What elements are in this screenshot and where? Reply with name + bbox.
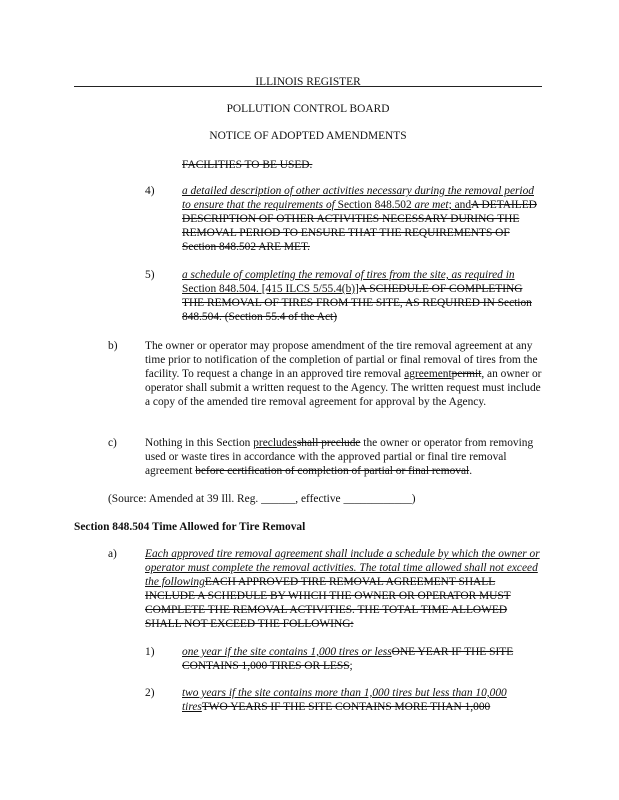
item-b-label: b): [108, 340, 118, 352]
notice-title: NOTICE OF ADOPTED AMENDMENTS: [209, 130, 407, 142]
item-1-number: 1): [145, 646, 155, 658]
item-2-number: 2): [145, 687, 155, 699]
source-note: (Source: Amended at 39 Ill. Reg. ______, effective ____________): [108, 493, 416, 505]
board-name: POLLUTION CONTROL BOARD: [226, 103, 390, 115]
item-4-text: a detailed description of other activities necessary during the removal period to ensure that the requirements of Section 848.502 are met; andA DETAILED DESCRIPTION OF OTHER ACTIVITIES NECESSARY DURING THE REMOVAL PERIOD TO ENSURE THAT THE REQUIREMENTS OF Section 848.502 ARE MET.: [182, 185, 537, 253]
item-5-number: 5): [145, 269, 155, 281]
item-1-text: one year if the site contains 1,000 tires or lessONE YEAR IF THE SITE CONTAINS 1,000 TIRES OR LESS;: [182, 646, 514, 672]
register-title: ILLINOIS REGISTER: [255, 76, 361, 88]
struck-facilities-line: FACILITIES TO BE USED.: [182, 159, 313, 171]
item-2-text: two years if the site contains more than 1,000 tires but less than 10,000 tiresTWO YEARS IF THE SITE CONTAINS MORE THAN 1,000: [182, 687, 507, 713]
item-4-number: 4): [145, 185, 155, 197]
item-5-text: a schedule of completing the removal of tires from the site, as required in Section 848.504. [415 ILCS 5/55.4(b)]A SCHEDULE OF COMPLETING THE REMOVAL OF TIRES FROM THE SITE, AS REQUIRED IN Section 848.504. (Section 55.4 of the Act): [182, 269, 532, 323]
section-heading: Section 848.504 Time Allowed for Tire Removal: [74, 521, 306, 533]
item-a-text: Each approved tire removal agreement shall include a schedule by which the owner or operator must complete the removal activities. The total time allowed shall not exceed the followingEACH APPROVED TIRE REMOVAL AGREEMENT SHALL INCLUDE A SCHEDULE BY WHICH THE OWNER OR OPERATOR MUST COMPLETE THE REMOVAL ACTIVITIES. THE TOTAL TIME ALLOWED SHALL NOT EXCEED THE FOLLOWING:: [145, 548, 540, 630]
item-a-label: a): [108, 548, 117, 560]
item-b-text: The owner or operator may propose amendment of the tire removal agreement at any time prior to notification of the completion of partial or final removal of tires from the facility. To request a change in an approved tire removal agreementpermit, an owner or operator shall submit a written request to the Agency. The written request must include a copy of the amended tire removal agreement for approval by the Agency.: [145, 340, 542, 408]
item-c-label: c): [108, 437, 117, 449]
header-rule: [74, 86, 542, 87]
item-c-text: Nothing in this Section precludesshall preclude the owner or operator from removing used or waste tires in accordance with the approved partial or final tire removal agreement before certification of completion of partial or final removal.: [145, 437, 534, 477]
